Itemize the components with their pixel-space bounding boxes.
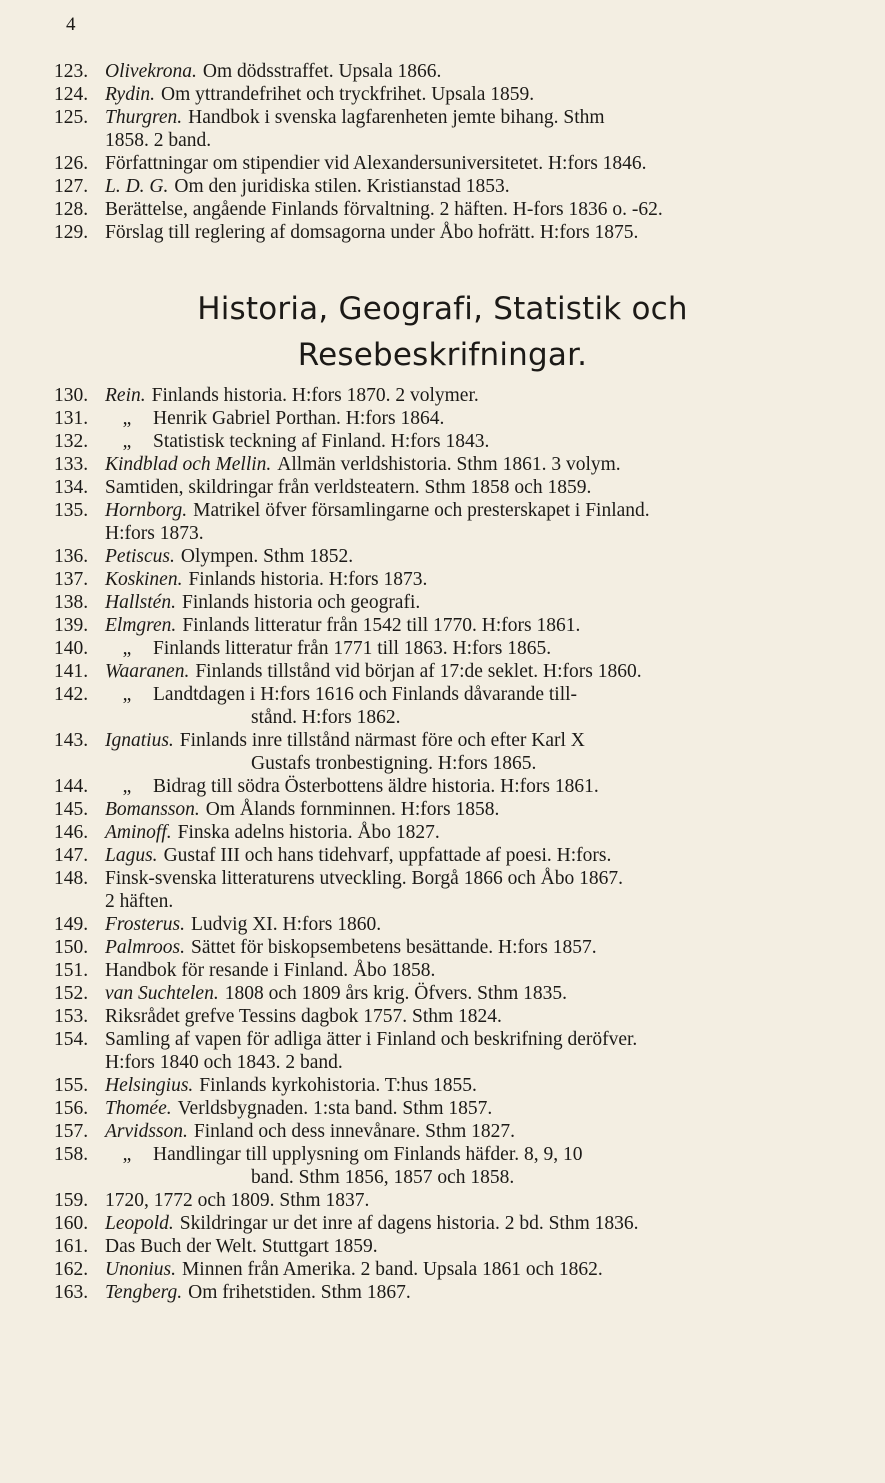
entry-author: Koskinen. xyxy=(105,569,183,590)
entry-number: 162. xyxy=(54,1259,89,1280)
entry-text: Berättelse, angående Finlands förvaltning. 2 häften. H-fors 1836 o. -62. xyxy=(105,199,663,220)
list-item xyxy=(54,106,814,152)
section-heading xyxy=(0,286,885,378)
list-item xyxy=(54,175,814,198)
entry-number: 125. xyxy=(54,107,89,128)
list-item xyxy=(54,453,814,476)
entry-number: 154. xyxy=(54,1029,89,1050)
entry-number: 146. xyxy=(54,822,89,843)
entry-text: Handbok i svenska lagfarenheten jemte bihang. Sthm xyxy=(188,107,605,128)
ditto-mark: „ xyxy=(122,431,132,452)
entry-continuation: 2 häften. xyxy=(105,891,174,912)
entry-author: Hallstén. xyxy=(105,592,176,613)
entry-text: 1720, 1772 och 1809. Sthm 1837. xyxy=(105,1190,370,1211)
entry-number: 150. xyxy=(54,937,89,958)
list-item xyxy=(54,913,814,936)
entry-list-history xyxy=(54,384,814,1304)
list-item xyxy=(54,821,814,844)
entry-text: Finlands litteratur från 1771 till 1863. H:fors 1865. xyxy=(153,638,552,659)
entry-text: Verldsbygnaden. 1:sta band. Sthm 1857. xyxy=(177,1098,493,1119)
entry-text: Förslag till reglering af domsagorna under Åbo hofrätt. H:fors 1875. xyxy=(105,222,639,243)
entry-author: Palmroos. xyxy=(105,937,185,958)
entry-text: Skildringar ur det inre af dagens historia. 2 bd. Sthm 1836. xyxy=(179,1213,639,1234)
entry-number: 132. xyxy=(54,431,89,452)
list-item xyxy=(54,959,814,982)
entry-author: Ignatius. xyxy=(105,730,174,751)
entry-text: Om frihetstiden. Sthm 1867. xyxy=(188,1282,411,1303)
entry-text: Sättet för biskopsembetens besättande. H:fors 1857. xyxy=(191,937,597,958)
entry-number: 145. xyxy=(54,799,89,820)
entry-text: Finlands historia. H:fors 1870. 2 volymer. xyxy=(151,385,479,406)
list-item xyxy=(54,1189,814,1212)
entry-text: Riksrådet grefve Tessins dagbok 1757. Sthm 1824. xyxy=(105,1006,502,1027)
list-item xyxy=(54,982,814,1005)
ditto-mark: „ xyxy=(122,684,132,705)
entry-number: 123. xyxy=(54,61,89,82)
entry-number: 156. xyxy=(54,1098,89,1119)
entry-number: 147. xyxy=(54,845,89,866)
list-item xyxy=(54,637,814,660)
entry-number: 151. xyxy=(54,960,89,981)
list-item xyxy=(54,384,814,407)
entry-text: Landtdagen i H:fors 1616 och Finlands dåvarande till- xyxy=(153,684,578,705)
list-item xyxy=(54,1258,814,1281)
entry-number: 144. xyxy=(54,776,89,797)
list-item xyxy=(54,1097,814,1120)
entry-text: Minnen från Amerika. 2 band. Upsala 1861 och 1862. xyxy=(181,1259,603,1280)
entry-author: Rein. xyxy=(105,385,146,406)
list-item xyxy=(54,60,814,83)
entry-text: Handbok för resande i Finland. Åbo 1858. xyxy=(105,960,436,981)
entry-text: Allmän verldshistoria. Sthm 1861. 3 volym. xyxy=(277,454,621,475)
entry-author: Unonius. xyxy=(105,1259,176,1280)
entry-number: 142. xyxy=(54,684,89,705)
entry-author: Bomansson. xyxy=(105,799,200,820)
entry-number: 131. xyxy=(54,408,89,429)
entry-text: Matrikel öfver församlingarne och presterskapet i Finland. xyxy=(193,500,650,521)
entry-text: Finsk-svenska litteraturens utveckling. Borgå 1866 och Åbo 1867. xyxy=(105,868,623,889)
list-item xyxy=(54,1028,814,1074)
entry-text: Henrik Gabriel Porthan. H:fors 1864. xyxy=(153,408,445,429)
entry-text: Samling af vapen för adliga ätter i Finland och beskrifning deröfver. xyxy=(105,1029,638,1050)
entry-number: 136. xyxy=(54,546,89,567)
entry-text: Om den juridiska stilen. Kristianstad 1853. xyxy=(174,176,510,197)
entry-number: 130. xyxy=(54,385,89,406)
entry-text: Das Buch der Welt. Stuttgart 1859. xyxy=(105,1236,378,1257)
entry-author: Hornborg. xyxy=(105,500,188,521)
entry-number: 141. xyxy=(54,661,89,682)
entry-author: Waaranen. xyxy=(105,661,190,682)
entry-text: Författningar om stipendier vid Alexandersuniversitetet. H:fors 1846. xyxy=(105,153,647,174)
list-item xyxy=(54,476,814,499)
entry-number: 143. xyxy=(54,730,89,751)
entry-author: Kindblad och Mellin. xyxy=(105,454,272,475)
ditto-mark: „ xyxy=(122,1144,132,1165)
entry-author: Rydin. xyxy=(105,84,156,105)
entry-text: Om Ålands fornminnen. H:fors 1858. xyxy=(205,799,500,820)
list-item xyxy=(54,936,814,959)
ditto-mark: „ xyxy=(122,408,132,429)
entry-text: Finlands historia. H:fors 1873. xyxy=(188,569,428,590)
list-item xyxy=(54,221,814,244)
entry-continuation: band. Sthm 1856, 1857 och 1858. xyxy=(251,1167,515,1188)
entry-number: 158. xyxy=(54,1144,89,1165)
list-item xyxy=(54,152,814,175)
entry-number: 161. xyxy=(54,1236,89,1257)
entry-text: Finlands inre tillstånd närmast före och efter Karl X xyxy=(179,730,585,751)
entry-text: 1808 och 1809 års krig. Öfvers. Sthm 1835. xyxy=(224,983,568,1004)
list-item xyxy=(54,660,814,683)
entry-continuation: Gustafs tronbestigning. H:fors 1865. xyxy=(251,753,537,774)
list-item xyxy=(54,844,814,867)
list-item xyxy=(54,1005,814,1028)
list-item xyxy=(54,1120,814,1143)
section-heading-line2: Resebeskrifningar. xyxy=(297,337,588,373)
ditto-mark: „ xyxy=(122,638,132,659)
entry-number: 159. xyxy=(54,1190,89,1211)
list-item xyxy=(54,499,814,545)
entry-text: Bidrag till södra Österbottens äldre historia. H:fors 1861. xyxy=(153,776,599,797)
entry-continuation: H:fors 1840 och 1843. 2 band. xyxy=(105,1052,343,1073)
entry-text: Olympen. Sthm 1852. xyxy=(180,546,354,567)
list-item xyxy=(54,867,814,913)
entry-number: 153. xyxy=(54,1006,89,1027)
list-item xyxy=(54,83,814,106)
list-item xyxy=(54,729,814,775)
entry-text: Finska adelns historia. Åbo 1827. xyxy=(177,822,440,843)
entry-author: van Suchtelen. xyxy=(105,983,219,1004)
entry-text: Finlands kyrkohistoria. T:hus 1855. xyxy=(199,1075,477,1096)
entry-number: 138. xyxy=(54,592,89,613)
entry-number: 152. xyxy=(54,983,89,1004)
list-item xyxy=(54,1281,814,1304)
list-item xyxy=(54,545,814,568)
list-item xyxy=(54,430,814,453)
entry-text: Finlands litteratur från 1542 till 1770. H:fors 1861. xyxy=(182,615,581,636)
entry-author: Helsingius. xyxy=(105,1075,194,1096)
list-item xyxy=(54,1212,814,1235)
entry-number: 160. xyxy=(54,1213,89,1234)
entry-number: 129. xyxy=(54,222,89,243)
entry-continuation: stånd. H:fors 1862. xyxy=(251,707,401,728)
entry-author: Petiscus. xyxy=(105,546,175,567)
entry-number: 126. xyxy=(54,153,89,174)
entry-author: Thurgren. xyxy=(105,107,183,128)
ditto-mark: „ xyxy=(122,776,132,797)
entry-text: Gustaf III och hans tidehvarf, uppfattade af poesi. H:fors. xyxy=(163,845,612,866)
entry-continuation: 1858. 2 band. xyxy=(105,130,212,151)
entry-text: Finlands tillstånd vid början af 17:de seklet. H:fors 1860. xyxy=(195,661,642,682)
entry-number: 128. xyxy=(54,199,89,220)
list-item xyxy=(54,775,814,798)
entry-author: L. D. G. xyxy=(105,176,169,197)
entry-number: 163. xyxy=(54,1282,89,1303)
entry-author: Olivekrona. xyxy=(105,61,197,82)
entry-text: Samtiden, skildringar från verldsteatern. Sthm 1858 och 1859. xyxy=(105,477,592,498)
entry-text: Finland och dess innevånare. Sthm 1827. xyxy=(193,1121,516,1142)
entry-author: Elmgren. xyxy=(105,615,177,636)
list-item xyxy=(54,614,814,637)
entry-author: Arvidsson. xyxy=(105,1121,188,1142)
list-item xyxy=(54,798,814,821)
entry-author: Lagus. xyxy=(105,845,158,866)
entry-author: Aminoff. xyxy=(105,822,172,843)
entry-number: 148. xyxy=(54,868,89,889)
entry-text: Finlands historia och geografi. xyxy=(181,592,421,613)
entry-text: Ludvig XI. H:fors 1860. xyxy=(191,914,382,935)
entry-number: 149. xyxy=(54,914,89,935)
list-item xyxy=(54,407,814,430)
entry-number: 140. xyxy=(54,638,89,659)
list-item xyxy=(54,1143,814,1189)
list-item xyxy=(54,1074,814,1097)
list-item xyxy=(54,683,814,729)
entry-continuation: H:fors 1873. xyxy=(105,523,204,544)
page-number: 4 xyxy=(66,14,76,35)
entry-author: Tengberg. xyxy=(105,1282,183,1303)
entry-text: Om dödsstraffet. Upsala 1866. xyxy=(202,61,442,82)
entry-list-law xyxy=(54,60,814,244)
list-item xyxy=(54,591,814,614)
entry-number: 124. xyxy=(54,84,89,105)
entry-text: Handlingar till upplysning om Finlands häfder. 8, 9, 10 xyxy=(153,1144,583,1165)
section-heading-line1: Historia, Geografi, Statistik och xyxy=(197,291,688,327)
list-item xyxy=(54,568,814,591)
entry-number: 135. xyxy=(54,500,89,521)
entry-number: 133. xyxy=(54,454,89,475)
entry-number: 137. xyxy=(54,569,89,590)
entry-text: Om yttrandefrihet och tryckfrihet. Upsala 1859. xyxy=(161,84,535,105)
entry-number: 157. xyxy=(54,1121,89,1142)
entry-author: Frosterus. xyxy=(105,914,185,935)
entry-number: 134. xyxy=(54,477,89,498)
entry-number: 127. xyxy=(54,176,89,197)
list-item xyxy=(54,198,814,221)
entry-number: 139. xyxy=(54,615,89,636)
entry-author: Leopold. xyxy=(105,1213,174,1234)
list-item xyxy=(54,1235,814,1258)
entry-number: 155. xyxy=(54,1075,89,1096)
entry-text: Statistisk teckning af Finland. H:fors 1843. xyxy=(153,431,490,452)
entry-author: Thomée. xyxy=(105,1098,172,1119)
